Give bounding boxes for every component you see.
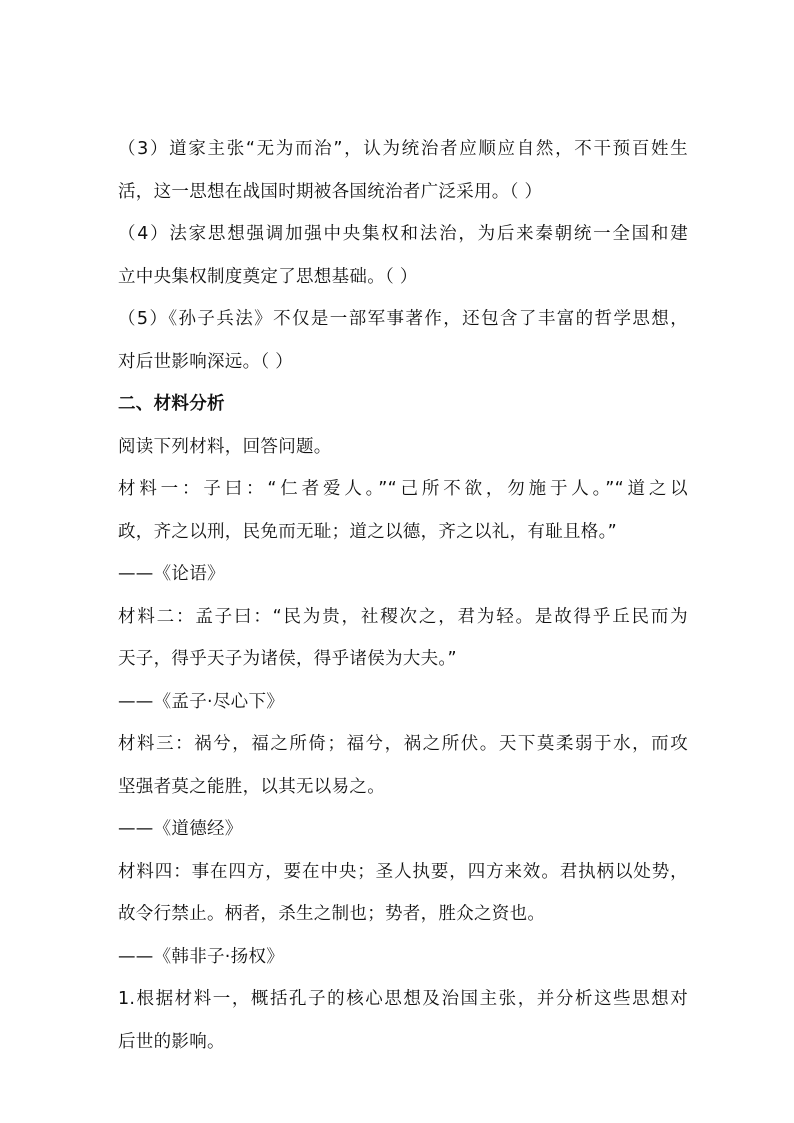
material-4-line-2: 故令行禁止。柄者，杀生之制也；势者，胜众之资也。 [118,904,546,924]
material-3-line-1: 材料三：祸兮，福之所倚；福兮，祸之所伏。天下莫柔弱于水，而攻 [118,734,688,754]
document-body [118,128,688,1063]
q3-line-2: 活，这一思想在战国时期被各国统治者广泛采用。（ ） [118,181,543,202]
question-1-line-1: 1.根据材料一，概括孔子的核心思想及治国主张，并分析这些思想对 [118,989,688,1009]
material-2-source: ——《孟子·尽心下》 [118,691,285,712]
material-3-line-2: 坚强者莫之能胜，以其无以易之。 [118,776,385,797]
instructions: 阅读下列材料，回答问题。 [118,436,332,457]
material-1-line-1: 材料一：子曰：“仁者爱人。”“己所不欲，勿施于人。”“道之以 [118,479,688,499]
material-2-line-1: 材料二：孟子曰：“民为贵，社稷次之，君为轻。是故得乎丘民而为 [118,606,688,627]
q5-line-1: （5）《孙子兵法》不仅是一部军事著作，还包含了丰富的哲学思想， [118,309,688,329]
material-4-line-1: 材料四：事在四方，要在中央；圣人执要，四方来效。君执柄以处势， [118,861,688,882]
material-3-source: ——《道德经》 [118,819,243,839]
q4-line-1: （4）法家思想强调加强中央集权和法治，为后来秦朝统一全国和建 [118,224,688,244]
material-1-source: ——《论语》 [118,564,225,584]
q3-line-1: （3）道家主张“无为而治”，认为统治者应顺应自然，不干预百姓生 [118,139,688,159]
q4-line-2: 立中央集权制度奠定了思想基础。（ ） [118,266,418,287]
q5-line-2: 对后世影响深远。（ ） [118,351,294,372]
question-1-line-2: 后世的影响。 [118,1031,225,1052]
section-heading: 二、材料分析 [118,394,225,414]
material-2-line-2: 天子，得乎天子为诸侯，得乎诸侯为大夫。” [118,649,457,669]
material-1-line-2: 政，齐之以刑，民免而无耻；道之以德，齐之以礼，有耻且格。” [118,521,618,542]
material-4-source: ——《韩非子·扬权》 [118,946,285,967]
